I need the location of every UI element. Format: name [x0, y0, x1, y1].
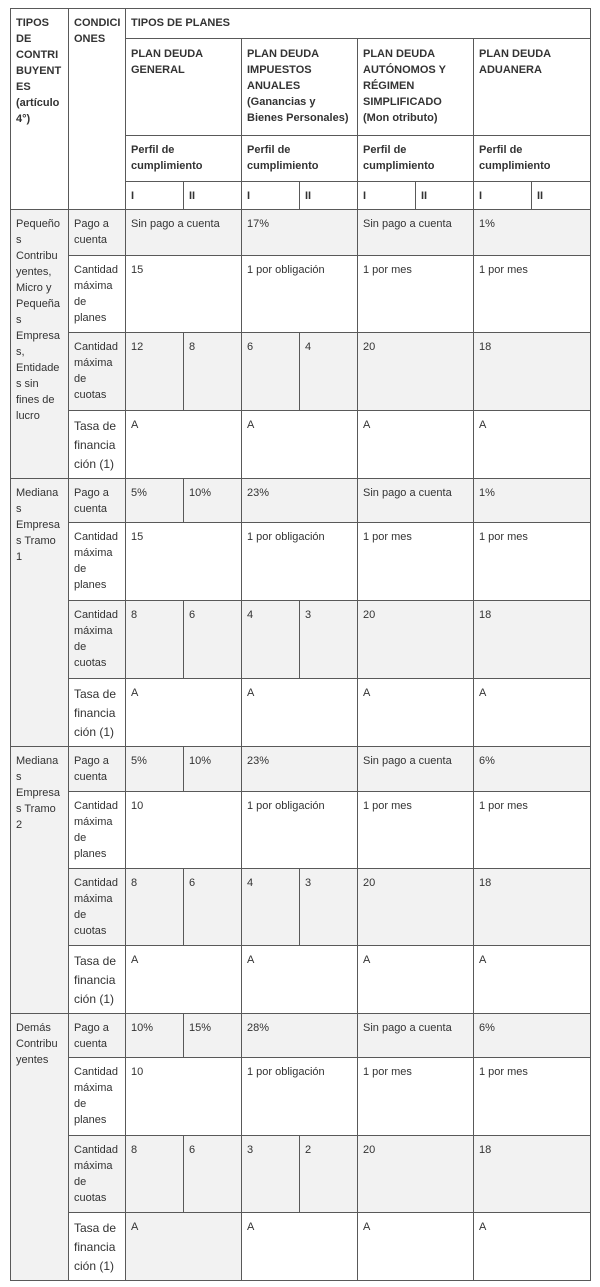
plan-autonomos-note: (Mon otributo) [363, 112, 438, 124]
condition-max-plans: Cantidad máxima de planes [69, 256, 126, 333]
cell-rate-aduanera: A [474, 1213, 591, 1281]
cell-installments-autonomos: 20 [358, 333, 474, 411]
plan-anual-name: PLAN DEUDA IMPUESTOS ANUALES [247, 48, 319, 92]
condition-payment: Pago a cuenta [69, 747, 126, 792]
cell-payment-general-i: 5% [126, 747, 184, 792]
cell-payment-autonomos: Sin pago a cuenta [358, 479, 474, 523]
condition-payment: Pago a cuenta [69, 479, 126, 523]
cell-max-plans-aduanera: 1 por mes [474, 1058, 591, 1136]
profile-label-anual: Perfil de cumplimiento [242, 136, 358, 182]
cell-payment-aduanera: 6% [474, 1014, 591, 1058]
group-label: Pequeño s Contribu yentes, Micro y Pequeña s Empresa s, Entidade s sin fines de lucro [11, 210, 69, 479]
group-label: Mediana s Empresa s Tramo 1 [11, 479, 69, 747]
group-label: Mediana s Empresa s Tramo 2 [11, 747, 69, 1014]
cell-max-plans-general: 15 [126, 523, 242, 601]
condition-max-installments: Cantidad máxima de cuotas [69, 601, 126, 679]
cell-installments-general-i: 12 [126, 333, 184, 411]
profile-level-ii: II [416, 182, 474, 210]
profile-level-ii: II [184, 182, 242, 210]
profile-level-i: I [474, 182, 532, 210]
condition-payment: Pago a cuenta [69, 210, 126, 256]
cell-installments-anual-ii: 2 [300, 1136, 358, 1213]
payment-plans-table [10, 8, 591, 1281]
conditions-header: CONDICI ONES [69, 9, 126, 210]
condition-max-plans: Cantidad máxima de planes [69, 1058, 126, 1136]
profile-level-i: I [242, 182, 300, 210]
plan-autonomos-name: PLAN DEUDA AUTÓNOMOS Y RÉGIMEN SIMPLIFICADO [363, 48, 446, 108]
cell-payment-anual: 17% [242, 210, 358, 256]
profile-level-i: I [126, 182, 184, 210]
profile-level-i: I [358, 182, 416, 210]
contributor-types-title: TIPOS DE CONTRI BUYENT ES [16, 17, 62, 93]
cell-installments-anual-ii: 3 [300, 601, 358, 679]
condition-max-plans: Cantidad máxima de planes [69, 523, 126, 601]
cell-installments-anual-ii: 4 [300, 333, 358, 411]
cell-max-plans-aduanera: 1 por mes [474, 256, 591, 333]
plan-aduanera-header [474, 39, 591, 136]
condition-max-installments: Cantidad máxima de cuotas [69, 869, 126, 946]
cell-installments-aduanera: 18 [474, 601, 591, 679]
plan-anual-header [242, 39, 358, 136]
cell-rate-anual: A [242, 411, 358, 479]
cell-max-plans-general: 10 [126, 1058, 242, 1136]
cell-installments-anual-i: 4 [242, 869, 300, 946]
cell-max-plans-general: 15 [126, 256, 242, 333]
profile-label-aduanera: Perfil de cumplimiento [474, 136, 591, 182]
cell-max-plans-anual: 1 por obligación [242, 256, 358, 333]
condition-rate: Tasa de financia ción (1) [69, 1213, 126, 1281]
plan-anual-note: (Ganancias y Bienes Personales) [247, 96, 349, 124]
condition-max-installments: Cantidad máxima de cuotas [69, 1136, 126, 1213]
contributor-types-article: (artículo 4°) [16, 97, 60, 125]
cell-max-plans-aduanera: 1 por mes [474, 523, 591, 601]
cell-payment-autonomos: Sin pago a cuenta [358, 747, 474, 792]
cell-installments-general-ii: 6 [184, 1136, 242, 1213]
profile-label-autonomos: Perfil de cumplimiento [358, 136, 474, 182]
cell-max-plans-anual: 1 por obligación [242, 1058, 358, 1136]
profile-level-ii: II [532, 182, 591, 210]
condition-max-installments: Cantidad máxima de cuotas [69, 333, 126, 411]
cell-installments-autonomos: 20 [358, 869, 474, 946]
group-label: Demás Contribu yentes [11, 1014, 69, 1281]
cell-rate-anual: A [242, 946, 358, 1014]
cell-max-plans-aduanera: 1 por mes [474, 792, 591, 869]
cell-installments-aduanera: 18 [474, 1136, 591, 1213]
cell-rate-aduanera: A [474, 411, 591, 479]
cell-payment-anual: 23% [242, 479, 358, 523]
cell-installments-aduanera: 18 [474, 333, 591, 411]
cell-max-plans-autonomos: 1 por mes [358, 523, 474, 601]
cell-payment-general-ii: 10% [184, 747, 242, 792]
plan-aduanera-name: PLAN DEUDA ADUANERA [479, 48, 551, 76]
condition-rate: Tasa de financia ción (1) [69, 679, 126, 747]
cell-payment-aduanera: 1% [474, 210, 591, 256]
cell-max-plans-autonomos: 1 por mes [358, 1058, 474, 1136]
cell-max-plans-autonomos: 1 por mes [358, 792, 474, 869]
cell-rate-general: A [126, 411, 242, 479]
plan-autonomos-header [358, 39, 474, 136]
cell-rate-aduanera: A [474, 679, 591, 747]
cell-installments-autonomos: 20 [358, 1136, 474, 1213]
cell-installments-general-i: 8 [126, 869, 184, 946]
cell-rate-anual: A [242, 679, 358, 747]
cell-installments-general-ii: 8 [184, 333, 242, 411]
condition-rate: Tasa de financia ción (1) [69, 411, 126, 479]
cell-max-plans-autonomos: 1 por mes [358, 256, 474, 333]
cell-rate-autonomos: A [358, 679, 474, 747]
cell-payment-aduanera: 6% [474, 747, 591, 792]
profile-label-general: Perfil de cumplimiento [126, 136, 242, 182]
cell-rate-autonomos: A [358, 1213, 474, 1281]
cell-payment-autonomos: Sin pago a cuenta [358, 210, 474, 256]
cell-payment-anual: 23% [242, 747, 358, 792]
contributor-types-header [11, 9, 69, 210]
condition-payment: Pago a cuenta [69, 1014, 126, 1058]
plan-general-name: PLAN DEUDA GENERAL [131, 48, 203, 76]
plan-types-header: TIPOS DE PLANES [126, 9, 591, 39]
cell-payment-general-ii: 10% [184, 479, 242, 523]
cell-installments-general-ii: 6 [184, 869, 242, 946]
cell-payment-general-i: 10% [126, 1014, 184, 1058]
cell-payment-general-i: 5% [126, 479, 184, 523]
condition-max-plans: Cantidad máxima de planes [69, 792, 126, 869]
cell-rate-autonomos: A [358, 946, 474, 1014]
cell-rate-autonomos: A [358, 411, 474, 479]
cell-rate-general: A [126, 1213, 242, 1281]
profile-level-ii: II [300, 182, 358, 210]
cell-installments-general-ii: 6 [184, 601, 242, 679]
cell-payment-general: Sin pago a cuenta [126, 210, 242, 256]
cell-installments-autonomos: 20 [358, 601, 474, 679]
cell-installments-aduanera: 18 [474, 869, 591, 946]
cell-installments-anual-i: 4 [242, 601, 300, 679]
cell-payment-general-ii: 15% [184, 1014, 242, 1058]
cell-rate-general: A [126, 946, 242, 1014]
cell-rate-general: A [126, 679, 242, 747]
cell-installments-anual-ii: 3 [300, 869, 358, 946]
cell-payment-aduanera: 1% [474, 479, 591, 523]
cell-installments-general-i: 8 [126, 601, 184, 679]
cell-max-plans-anual: 1 por obligación [242, 792, 358, 869]
plan-general-header [126, 39, 242, 136]
cell-installments-general-i: 8 [126, 1136, 184, 1213]
condition-rate: Tasa de financia ción (1) [69, 946, 126, 1014]
cell-rate-aduanera: A [474, 946, 591, 1014]
cell-payment-autonomos: Sin pago a cuenta [358, 1014, 474, 1058]
cell-installments-anual-i: 6 [242, 333, 300, 411]
cell-max-plans-anual: 1 por obligación [242, 523, 358, 601]
cell-installments-anual-i: 3 [242, 1136, 300, 1213]
cell-max-plans-general: 10 [126, 792, 242, 869]
cell-rate-anual: A [242, 1213, 358, 1281]
cell-payment-anual: 28% [242, 1014, 358, 1058]
